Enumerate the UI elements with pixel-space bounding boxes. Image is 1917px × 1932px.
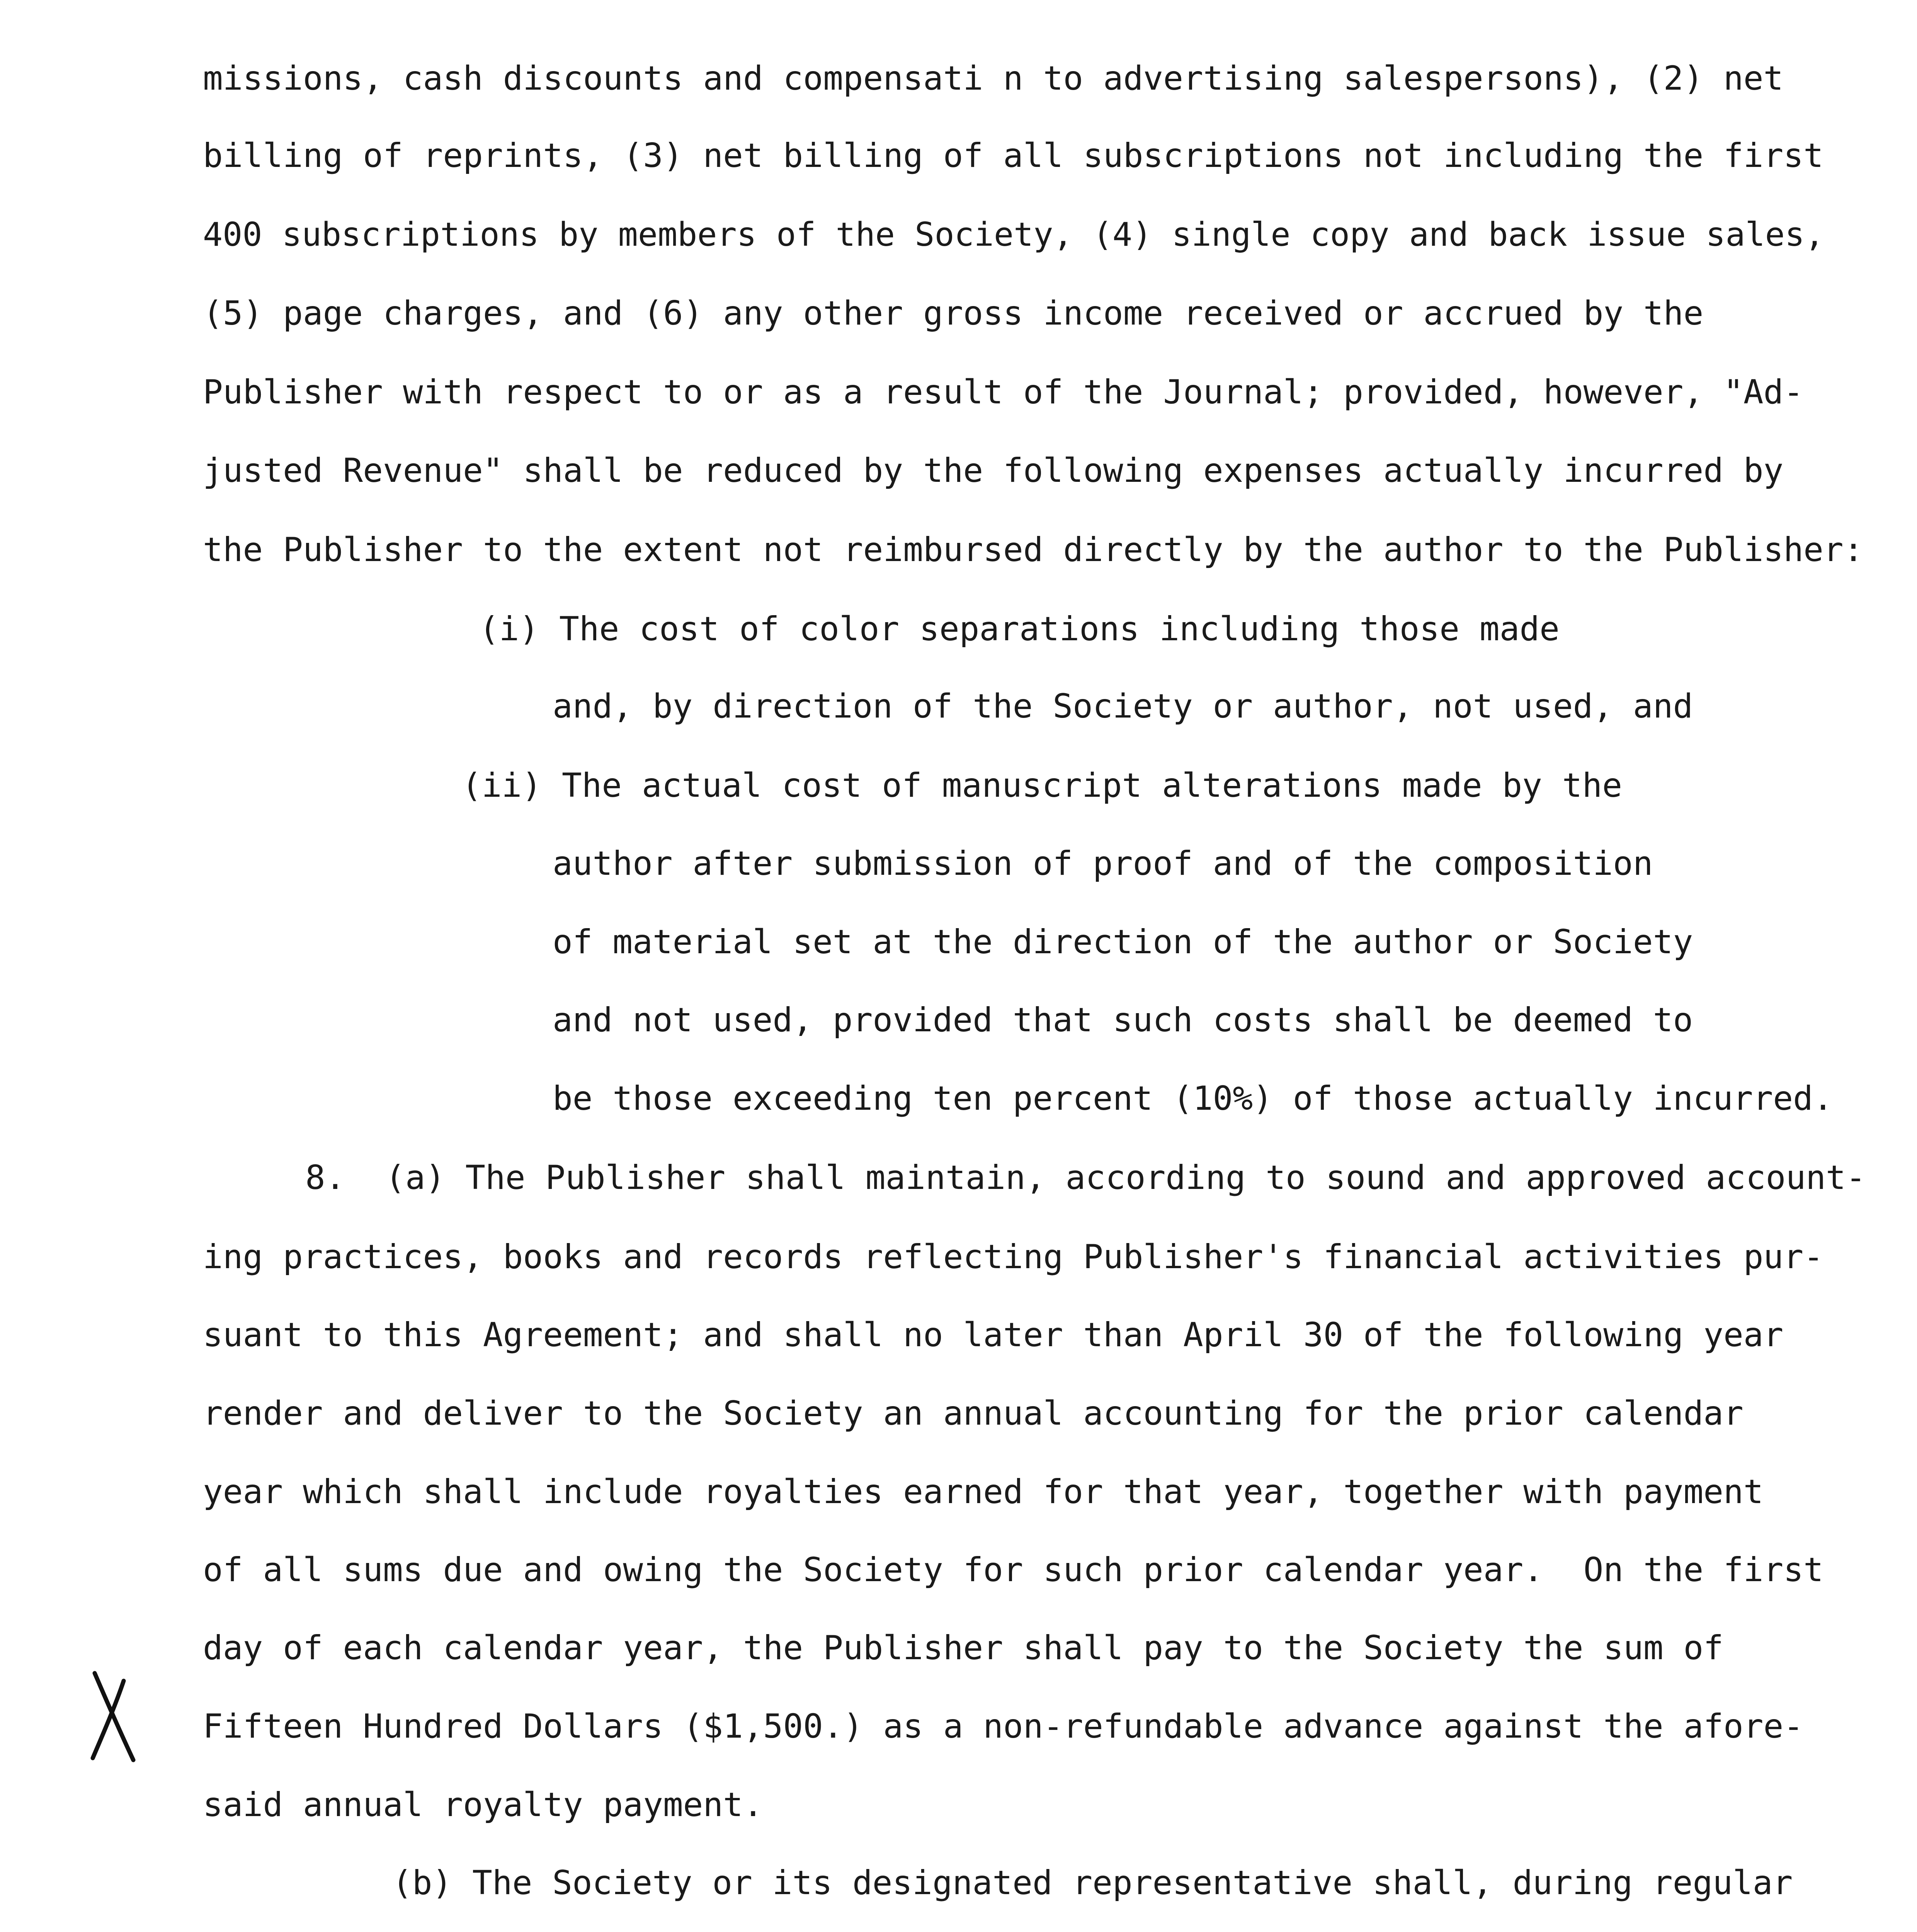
section-8b-line-1: (b) The Society or its designated representative shall, during regular xyxy=(392,1864,1793,1902)
text-line-4: (5) page charges, and (6) any other gross income received or accrued by the xyxy=(203,294,1704,333)
section-8a-line-9: said annual royalty payment. xyxy=(203,1786,763,1824)
text-line-3: 400 subscriptions by members of the Society, (4) single copy and back issue sales, xyxy=(203,216,1825,254)
list-item-ii: (ii) The actual cost of manuscript alterations made by the xyxy=(462,766,1623,805)
list-item-ii-cont-2: of material set at the direction of the author or Society xyxy=(553,923,1693,961)
list-item-ii-cont-1: author after submission of proof and of the composition xyxy=(553,844,1653,883)
section-8a-line-5: year which shall include royalties earned for that year, together with payment xyxy=(203,1473,1764,1511)
list-item-ii-cont-3: and not used, provided that such costs shall be deemed to xyxy=(553,1001,1693,1039)
text-line-5: Publisher with respect to or as a result of the Journal; provided, however, "Ad- xyxy=(203,373,1804,412)
section-8a-line-1: 8. (a) The Publisher shall maintain, according to sound and approved account- xyxy=(305,1158,1866,1197)
section-8a-line-6: of all sums due and owing the Society for such prior calendar year. On the first xyxy=(203,1551,1823,1589)
text-line-2: billing of reprints, (3) net billing of all subscriptions not including the first xyxy=(203,136,1823,175)
list-item-i: (i) The cost of color separations including those made xyxy=(479,610,1560,648)
text-line-6: justed Revenue" shall be reduced by the following expenses actually incurred by xyxy=(203,451,1784,490)
section-8a-line-2: ing practices, books and records reflecting Publisher's financial activities pur- xyxy=(203,1238,1823,1276)
text-line-7: the Publisher to the extent not reimbursed directly by the author to the Publisher: xyxy=(203,531,1864,569)
list-item-i-cont: and, by direction of the Society or author, not used, and xyxy=(553,687,1693,726)
text-line-1: missions, cash discounts and compensati n to advertising salespersons), (2) net xyxy=(203,59,1784,98)
section-8a-line-7: day of each calendar year, the Publisher shall pay to the Society the sum of xyxy=(203,1629,1724,1667)
section-8a-line-8: Fifteen Hundred Dollars ($1,500.) as a non-refundable advance against the afore- xyxy=(203,1707,1804,1746)
section-8a-line-3: suant to this Agreement; and shall no later than April 30 of the following year xyxy=(203,1316,1784,1354)
handwritten-x-mark xyxy=(83,1665,141,1766)
section-8a-line-4: render and deliver to the Society an annual accounting for the prior calendar xyxy=(203,1394,1744,1433)
list-item-ii-cont-4: be those exceeding ten percent (10%) of those actually incurred. xyxy=(553,1079,1833,1118)
